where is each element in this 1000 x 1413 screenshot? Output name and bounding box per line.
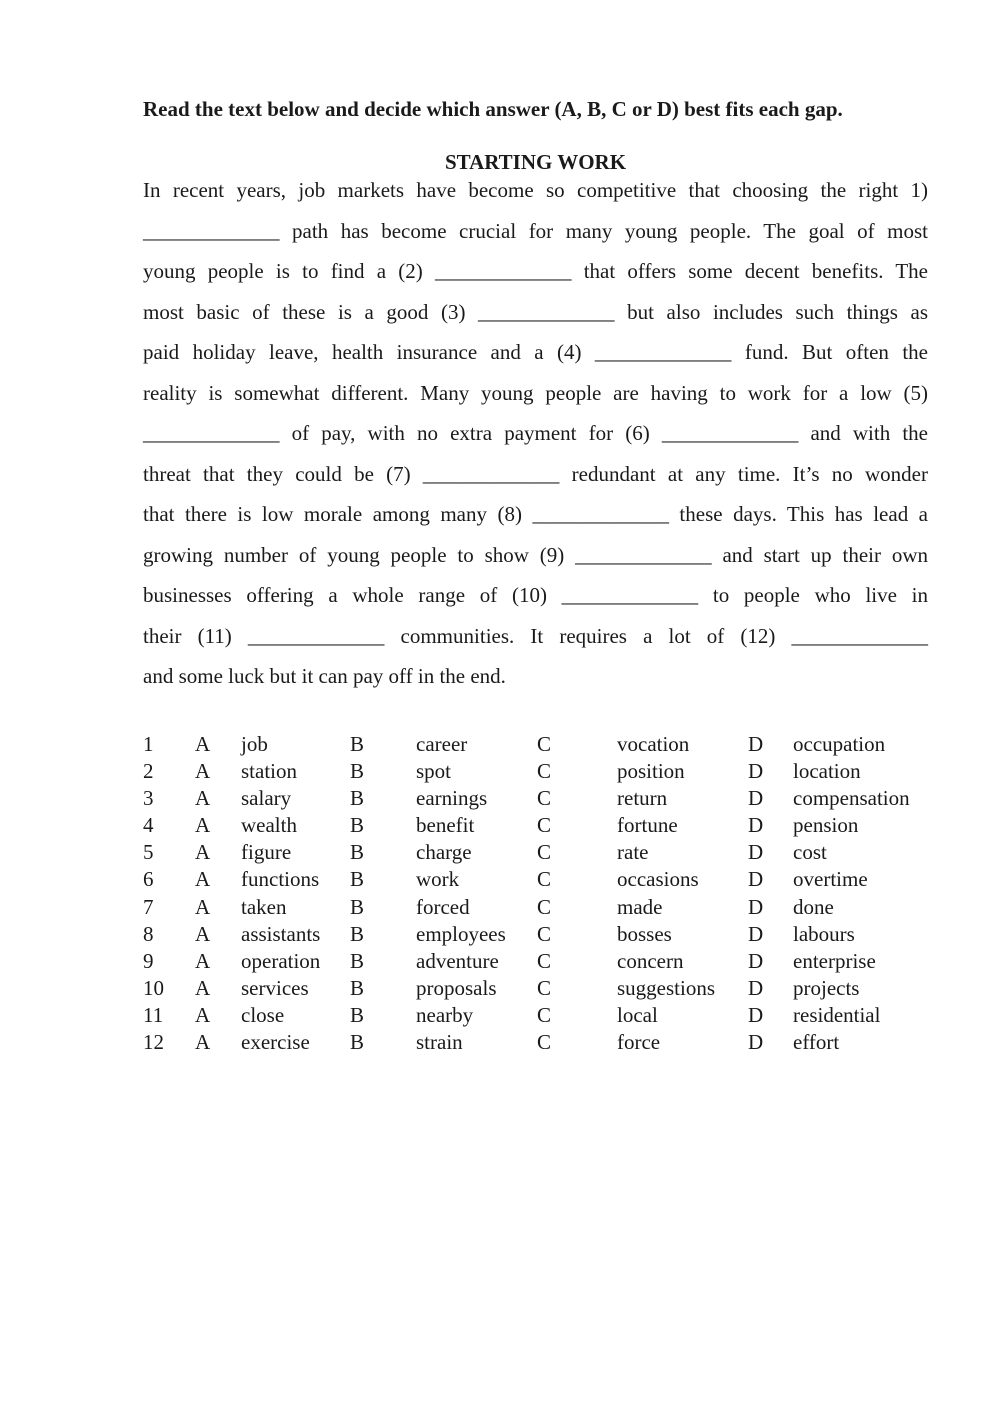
option-a: figure	[241, 840, 292, 865]
option-letter-c: C	[537, 894, 552, 919]
option-row	[143, 975, 943, 1002]
option-a: station	[241, 759, 297, 784]
passage-line: businesses offering a whole range of (10) _____________ to people who live in	[143, 583, 928, 607]
option-letter-d: D	[748, 1030, 764, 1055]
option-letter-d: D	[748, 840, 764, 865]
option-letter-d: D	[748, 948, 764, 973]
option-b: forced	[416, 894, 470, 919]
question-number: 11	[143, 1002, 164, 1027]
option-letter-c: C	[537, 867, 552, 892]
passage-line: and some luck but it can pay off in the end.	[143, 664, 506, 688]
option-b: benefit	[416, 813, 475, 838]
option-letter-b: B	[350, 921, 365, 946]
option-letter-b: B	[350, 732, 365, 756]
option-d: effort	[793, 1030, 840, 1055]
option-c: return	[617, 786, 668, 811]
passage-title: STARTING WORK	[444, 150, 627, 174]
option-letter-d: D	[748, 1002, 764, 1027]
option-letter-c: C	[537, 975, 552, 1000]
option-d: enterprise	[793, 948, 876, 973]
option-letter-d: D	[748, 894, 764, 919]
question-number: 8	[143, 921, 154, 946]
option-letter-a: A	[195, 1030, 211, 1055]
option-c: suggestions	[617, 975, 716, 1000]
option-c: position	[617, 759, 685, 784]
passage-line: reality is somewhat different. Many young people are having to work for a low (5)	[143, 380, 928, 405]
option-letter-a: A	[195, 813, 211, 838]
option-letter-b: B	[350, 813, 365, 838]
option-letter-a: A	[195, 921, 211, 946]
option-d: pension	[793, 813, 859, 838]
question-number: 1	[143, 732, 154, 756]
option-letter-d: D	[748, 732, 764, 756]
option-b: adventure	[416, 948, 499, 973]
question-number: 10	[143, 975, 164, 1000]
option-row	[143, 1029, 943, 1056]
option-a: taken	[241, 894, 287, 919]
option-a: job	[241, 732, 268, 756]
option-letter-b: B	[350, 867, 365, 892]
option-b: charge	[416, 840, 472, 865]
passage-line: _____________ of pay, with no extra payment for (6) _____________ and with the	[143, 421, 928, 445]
option-a: services	[241, 975, 309, 1000]
option-letter-b: B	[350, 759, 365, 784]
option-c: rate	[617, 840, 649, 865]
option-a: wealth	[241, 813, 297, 838]
passage-line: their (11) _____________ communities. It requires a lot of (12) _____________	[143, 623, 928, 648]
option-letter-c: C	[537, 921, 552, 946]
option-row	[143, 839, 943, 866]
option-a: salary	[241, 786, 292, 811]
option-b: strain	[416, 1030, 463, 1055]
option-a: exercise	[241, 1030, 310, 1055]
option-row	[143, 785, 943, 812]
option-letter-d: D	[748, 975, 764, 1000]
passage-line: threat that they could be (7) _____________ redundant at any time. It’s no wonder	[143, 461, 928, 486]
question-number: 3	[143, 786, 154, 811]
option-d: projects	[793, 975, 860, 1000]
option-c: force	[617, 1030, 661, 1055]
option-row	[143, 758, 943, 785]
option-letter-a: A	[195, 840, 211, 865]
option-letter-a: A	[195, 894, 211, 919]
option-letter-a: A	[195, 867, 211, 892]
option-b: career	[416, 732, 468, 756]
option-b: work	[416, 867, 460, 892]
option-letter-c: C	[537, 759, 552, 784]
option-d: labours	[793, 921, 855, 946]
option-row	[143, 921, 943, 948]
passage-line: In recent years, job markets have become so competitive that choosing the right 1)	[143, 178, 928, 202]
option-d: cost	[793, 840, 827, 865]
option-b: spot	[416, 759, 452, 784]
option-d: overtime	[793, 867, 868, 892]
option-row	[143, 866, 943, 893]
option-letter-d: D	[748, 921, 764, 946]
passage-line: that there is low morale among many (8) _____________ these days. This has lead a	[143, 502, 928, 526]
option-c: bosses	[617, 921, 672, 946]
option-letter-b: B	[350, 1030, 365, 1055]
option-letter-a: A	[195, 1002, 211, 1027]
option-c: occasions	[617, 867, 699, 892]
option-letter-b: B	[350, 894, 365, 919]
option-row	[143, 731, 943, 758]
option-row	[143, 1002, 943, 1029]
question-number: 5	[143, 840, 154, 865]
question-number: 12	[143, 1030, 164, 1055]
option-a: operation	[241, 948, 321, 973]
option-letter-b: B	[350, 975, 365, 1000]
option-c: fortune	[617, 813, 678, 838]
option-letter-a: A	[195, 786, 211, 811]
passage-line: young people is to find a (2) _____________ that offers some decent benefits. The	[143, 259, 928, 283]
question-number: 2	[143, 759, 154, 784]
option-letter-a: A	[195, 732, 211, 756]
option-letter-c: C	[537, 948, 552, 973]
option-letter-c: C	[537, 813, 552, 838]
option-row	[143, 948, 943, 975]
option-d: done	[793, 894, 834, 919]
option-letter-b: B	[350, 786, 365, 811]
question-number: 6	[143, 867, 154, 892]
option-letter-a: A	[195, 948, 211, 973]
option-b: proposals	[416, 975, 497, 1000]
option-a: assistants	[241, 921, 321, 946]
passage-line: growing number of young people to show (9) _____________ and start up their own	[143, 542, 928, 567]
option-b: employees	[416, 921, 506, 946]
option-a: close	[241, 1002, 285, 1027]
passage-text	[143, 170, 928, 697]
option-b: nearby	[416, 1002, 474, 1027]
option-letter-b: B	[350, 1002, 365, 1027]
option-d: location	[793, 759, 861, 784]
option-letter-d: D	[748, 813, 764, 838]
option-letter-a: A	[195, 975, 211, 1000]
option-letter-b: B	[350, 840, 365, 865]
option-d: residential	[793, 1002, 881, 1027]
option-d: occupation	[793, 732, 886, 756]
option-b: earnings	[416, 786, 488, 811]
option-a: functions	[241, 867, 320, 892]
option-letter-c: C	[537, 1002, 552, 1027]
option-row	[143, 812, 943, 839]
option-c: concern	[617, 948, 684, 973]
option-row	[143, 894, 943, 921]
option-letter-c: C	[537, 786, 552, 811]
option-letter-c: C	[537, 840, 552, 865]
question-number: 9	[143, 948, 154, 973]
option-c: local	[617, 1002, 658, 1027]
question-number: 7	[143, 894, 154, 919]
option-letter-d: D	[748, 786, 764, 811]
option-letter-c: C	[537, 1030, 552, 1055]
question-number: 4	[143, 813, 154, 838]
passage-line: _____________ path has become crucial for many young people. The goal of most	[143, 218, 928, 243]
option-letter-b: B	[350, 948, 365, 973]
instruction-text: Read the text below and decide which answer (A, B, C or D) best fits each gap.	[143, 97, 843, 121]
option-c: made	[617, 894, 663, 919]
option-letter-c: C	[537, 732, 552, 756]
option-letter-d: D	[748, 867, 764, 892]
option-d: compensation	[793, 786, 910, 811]
options-table	[143, 731, 943, 1056]
passage-line: paid holiday leave, health insurance and a (4) _____________ fund. But often the	[143, 340, 928, 364]
option-c: vocation	[617, 732, 690, 756]
passage-line: most basic of these is a good (3) _____________ but also includes such things as	[143, 299, 928, 324]
option-letter-a: A	[195, 759, 211, 784]
option-letter-d: D	[748, 759, 764, 784]
